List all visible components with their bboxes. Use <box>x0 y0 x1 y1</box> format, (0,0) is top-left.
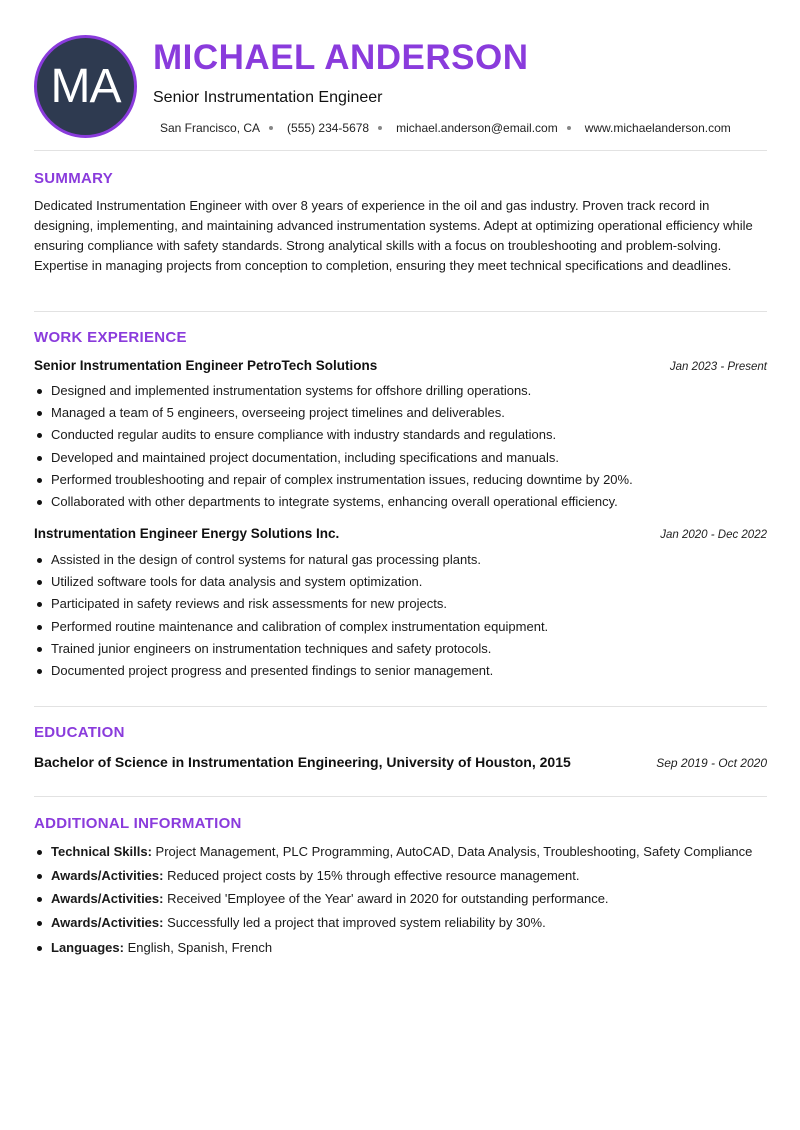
info-text: Received 'Employee of the Year' award in 2020 for outstanding performance. <box>163 891 609 907</box>
separator-dot <box>567 126 571 130</box>
contact-website[interactable]: www.michaelanderson.com <box>584 121 731 135</box>
divider <box>34 706 767 707</box>
list-item <box>34 864 774 888</box>
education-dates: Sep 2019 - Oct 2020 <box>656 756 767 770</box>
divider <box>34 796 767 797</box>
list-item: Performed routine maintenance and calibration of complex instrumentation equipment. <box>34 616 767 638</box>
info-label: Languages: <box>51 940 124 956</box>
summary-heading: SUMMARY <box>34 170 114 187</box>
job-title: Senior Instrumentation Engineer PetroTech Solutions <box>34 358 378 373</box>
info-label: Awards/Activities: <box>51 891 164 907</box>
info-text: English, Spanish, French <box>123 940 273 956</box>
additional-list <box>34 840 774 960</box>
contact-phone: (555) 234-5678 <box>287 121 370 135</box>
job-title: Instrumentation Engineer Energy Solutions Inc. <box>34 526 340 541</box>
list-item: Assisted in the design of control systems for natural gas processing plants. <box>34 549 767 571</box>
contact-email[interactable]: michael.anderson@email.com <box>396 121 558 135</box>
list-item: Documented project progress and presented findings to senior management. <box>34 660 767 682</box>
separator-dot <box>378 126 382 130</box>
info-text: Successfully led a project that improved system reliability by 30%. <box>163 914 546 930</box>
resume-header <box>0 0 800 150</box>
job-header-1 <box>34 358 767 373</box>
candidate-name: MICHAEL ANDERSON <box>153 38 529 77</box>
additional-heading: ADDITIONAL INFORMATION <box>34 815 242 832</box>
contact-location: San Francisco, CA <box>160 121 261 135</box>
avatar-initials: MA <box>50 60 121 113</box>
job-header-2 <box>34 526 767 541</box>
divider <box>34 150 767 151</box>
info-text: Reduced project costs by 15% through effective resource management. <box>163 867 580 883</box>
list-item: Utilized software tools for data analysis and system optimization. <box>34 571 767 593</box>
list-item: Developed and maintained project documentation, including specifications and manuals. <box>34 447 767 469</box>
divider <box>34 311 767 312</box>
list-item <box>34 887 774 911</box>
list-item: Collaborated with other departments to integrate systems, enhancing overall operational efficiency. <box>34 491 767 513</box>
list-item <box>34 911 774 935</box>
list-item <box>34 840 774 864</box>
avatar <box>34 35 137 138</box>
list-item: Participated in safety reviews and risk assessments for new projects. <box>34 593 767 615</box>
list-item: Conducted regular audits to ensure compliance with industry standards and regulations. <box>34 424 767 446</box>
education-heading: EDUCATION <box>34 724 125 741</box>
experience-heading: WORK EXPERIENCE <box>34 329 187 346</box>
job-bullets-2 <box>34 549 767 682</box>
info-label: Technical Skills: <box>51 844 152 859</box>
education-entry <box>34 754 767 770</box>
summary-text: Dedicated Instrumentation Engineer with over 8 years of experience in the oil and gas industry. Proven track record in designing, implementing, and maintaining advanced instrumentation systems. Adept at optimizing operational efficiency while ensuring compliance with safety standards. Strong analytical skills with a focus on troubleshooting and problem-solving. Expertise in managing projects from conception to completion, ensuring they meet technical specifications and deadlines. <box>34 198 753 273</box>
list-item: Performed troubleshooting and repair of complex instrumentation issues, reducing downtime by 20%. <box>34 469 767 491</box>
job-dates: Jan 2023 - Present <box>669 361 767 373</box>
info-label: Awards/Activities: <box>51 867 164 883</box>
info-text: Project Management, PLC Programming, AutoCAD, Data Analysis, Troubleshooting, Safety Compliance <box>151 844 753 859</box>
candidate-title: Senior Instrumentation Engineer <box>153 89 383 106</box>
job-bullets-1 <box>34 380 767 513</box>
info-label: Awards/Activities: <box>51 914 164 930</box>
job-dates: Jan 2020 - Dec 2022 <box>660 529 767 541</box>
education-degree: Bachelor of Science in Instrumentation Engineering, University of Houston, 2015 <box>34 754 571 770</box>
list-item <box>34 936 774 960</box>
list-item: Trained junior engineers on instrumentation techniques and safety protocols. <box>34 638 767 660</box>
list-item: Designed and implemented instrumentation systems for offshore drilling operations. <box>34 380 767 402</box>
list-item: Managed a team of 5 engineers, overseeing project timelines and deliverables. <box>34 402 767 424</box>
separator-dot <box>269 126 273 130</box>
contact-line <box>160 121 731 135</box>
